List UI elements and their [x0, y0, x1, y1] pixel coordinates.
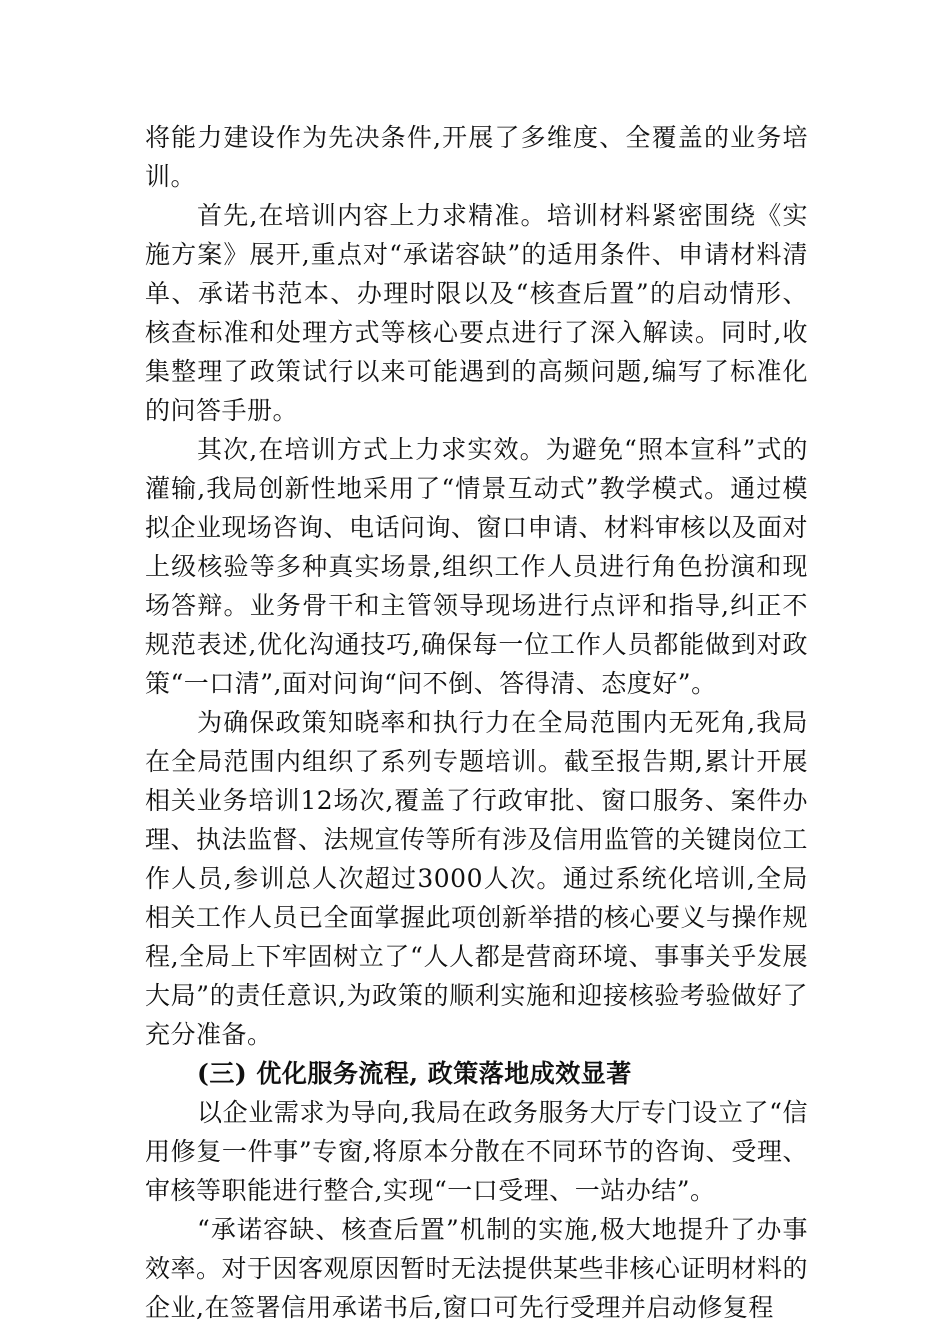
section-heading: (三) 优化服务流程, 政策落地成效显著 [197, 1059, 632, 1088]
paragraph-6: “承诺容缺、核查后置”机制的实施,极大地提升了办事效率。对于因客观原因暂时无法提供某些非核心证明材料的企业,在签署信用承诺书后,窗口可先行受理并启动修复程 [145, 1215, 809, 1322]
paragraph-3: 其次,在培训方式上力求实效。为避免“照本宣科”式的灌输,我局创新性地采用了“情景互动式”教学模式。通过模拟企业现场咨询、电话问询、窗口申请、材料审核以及面对上级核验等多种真实场景,组织工作人员进行角色扮演和现场答辩。业务骨干和主管领导现场进行点评和指导,纠正不规范表述,优化沟通技巧,确保每一位工作人员都能做到对政策“一口清”,面对问询“问不倒、答得清、态度好”。 [145, 435, 809, 698]
paragraph-4: 为确保政策知晓率和执行力在全局范围内无死角,我局在全局范围内组织了系列专题培训。截至报告期,累计开展相关业务培训12场次,覆盖了行政审批、窗口服务、案件办理、执法监督、法规宣传等所有涉及信用监管的关键岗位工作人员,参训总人次超过3000人次。通过系统化培训,全局相关工作人员已全面掌握此项创新举措的核心要义与操作规程,全局上下牢固树立了“人人都是营商环境、事事关乎发展大局”的责任意识,为政策的顺利实施和迎接核验考验做好了充分准备。 [145, 708, 809, 1049]
document-body [145, 118, 808, 1327]
paragraph-1: 将能力建设作为先决条件,开展了多维度、全覆盖的业务培训。 [145, 123, 808, 191]
paragraph-2: 首先,在培训内容上力求精准。培训材料紧密围绕《实施方案》展开,重点对“承诺容缺”的适用条件、申请材料清单、承诺书范本、办理时限以及“核查后置”的启动情形、核查标准和处理方式等核心要点进行了深入解读。同时,收集整理了政策试行以来可能遇到的高频问题,编写了标准化的问答手册。 [145, 201, 808, 425]
paragraph-5: 以企业需求为导向,我局在政务服务大厅专门设立了“信用修复一件事”专窗,将原本分散在不同环节的咨询、受理、审核等职能进行整合,实现“一口受理、一站办结”。 [145, 1098, 808, 1205]
